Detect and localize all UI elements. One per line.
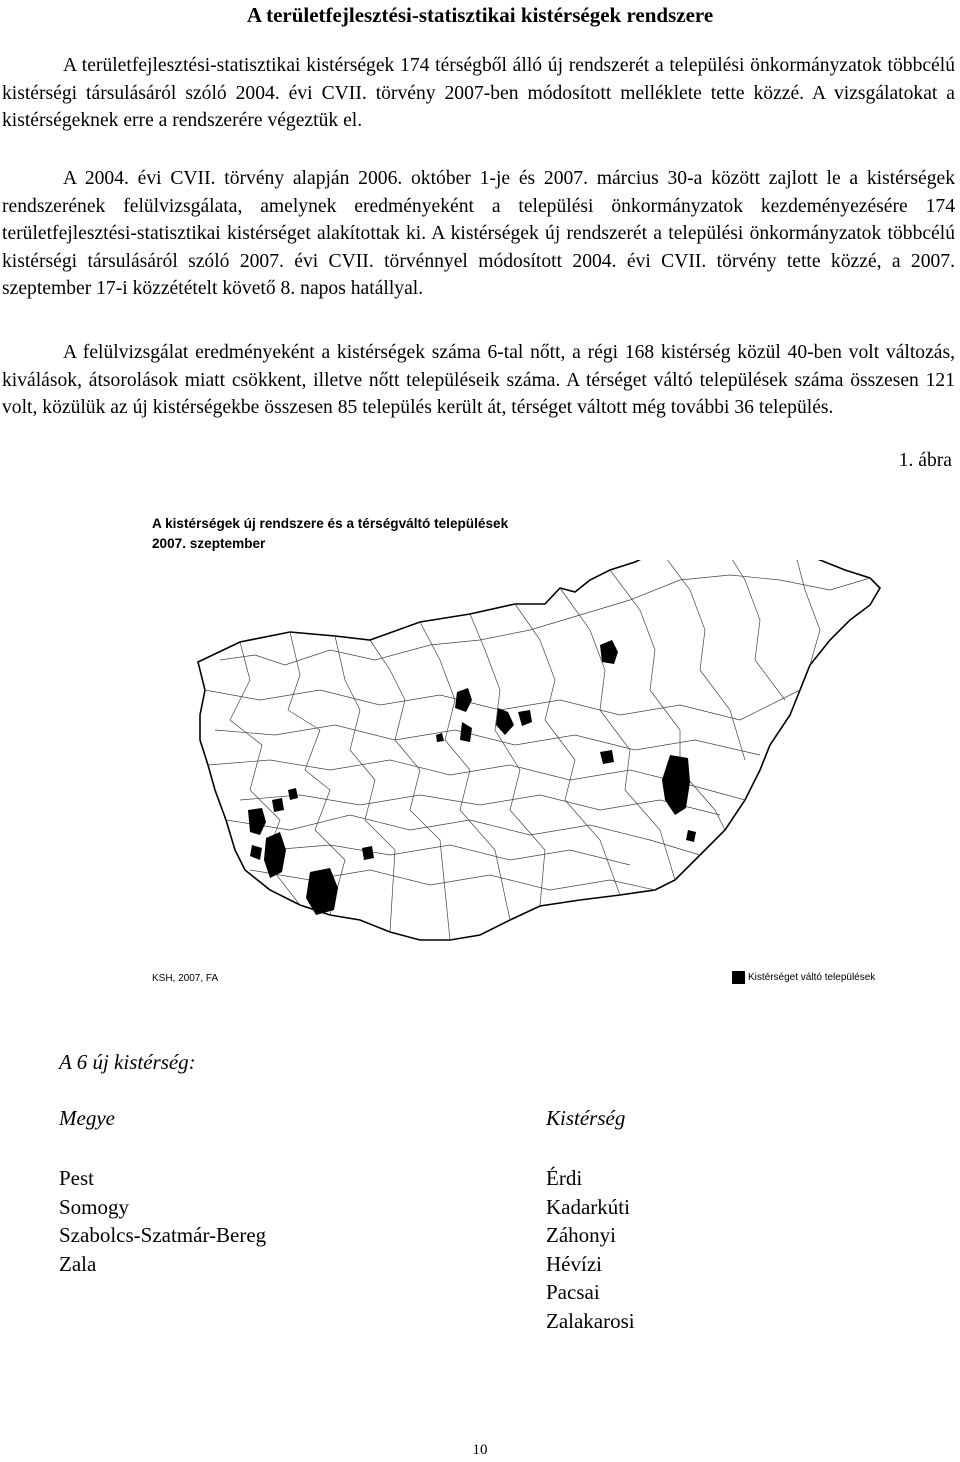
list-item: Somogy: [59, 1194, 130, 1219]
paragraph-2: [2, 165, 955, 303]
list-item: Kadarkúti: [546, 1194, 630, 1219]
megye-list: [59, 1164, 266, 1278]
page-number: 10: [472, 1442, 488, 1458]
list-item: Zala: [59, 1251, 97, 1276]
paragraph-3: [2, 339, 955, 422]
document-title: A területfejlesztési-statisztikai kistérségek rendszere: [246, 3, 714, 27]
figure-title: [152, 514, 652, 554]
paragraph-1-text: A területfejlesztési-statisztikai kistérségek 174 térségből álló új rendszerét a települési önkormányzatok többcélú kistérségi társulásáról szóló 2004. évi CVII. törvény 2007-ben módosított melléklete tette közzé. A vizsgálatokat a kistérségeknek erre a rendszerére végeztük el.: [2, 55, 955, 131]
map-legend: [732, 971, 875, 984]
column-header-kisterseg: Kistérség: [546, 1106, 626, 1130]
list-item: Érdi: [546, 1166, 583, 1190]
kisterseg-list: [546, 1164, 635, 1335]
list-item: Pacsai: [546, 1280, 600, 1304]
paragraph-3-text: A felülvizsgálat eredményeként a kistérségek száma 6-tal nőtt, a régi 168 kistérség közül 40-ben volt változás, kiválások, átsorolások miatt csökkent, illetve nőtt településeik száma. A térséget váltó települések száma összesen 121 volt, közülük az új kistérségekbe összesen 85 település került át, térséget váltott még további 36 település.: [2, 342, 955, 418]
list-item: Szabolcs-Szatmár-Bereg: [59, 1223, 267, 1247]
legend-label: Kistérséget váltó települések: [748, 972, 876, 983]
figure-source: KSH, 2007, FA: [152, 973, 219, 984]
list-item: Zalakarosi: [546, 1308, 635, 1333]
paragraph-1: [2, 52, 955, 135]
country-outline: [198, 560, 880, 940]
figure-label: 1. ábra: [898, 450, 952, 471]
column-header-megye: Megye: [59, 1106, 115, 1130]
list-item: Pest: [59, 1166, 95, 1190]
figure-title-line-1: A kistérségek új rendszere és a térségváltó települések: [152, 516, 509, 531]
figure-title-line-2: 2007. szeptember: [152, 536, 266, 551]
paragraph-2-text: A 2004. évi CVII. törvény alapján 2006. október 1-je és 2007. március 30-a között zajlott le a kistérségek rendszerének felülvizsgálata, amelynek eredményeként a települési önkormányzatok kezdeményezésére 174 területfejlesztési-statisztikai kistérséget alakítottak ki. A kistérségek új rendszerét a települési önkormányzatok többcélú kistérségi társulásáról szóló 2007. évi CVII. törvénnyel módosított 2004. évi CVII. törvény tette közzé, a 2007. szeptember 17-i közzétételt követő 8. napos hatállyal.: [2, 168, 955, 299]
list-item: Hévízi: [546, 1251, 602, 1276]
legend-swatch: [732, 971, 745, 984]
new-regions-heading: A 6 új kistérség:: [59, 1050, 196, 1074]
hungary-map: [150, 560, 890, 960]
list-item: Záhonyi: [546, 1223, 616, 1247]
